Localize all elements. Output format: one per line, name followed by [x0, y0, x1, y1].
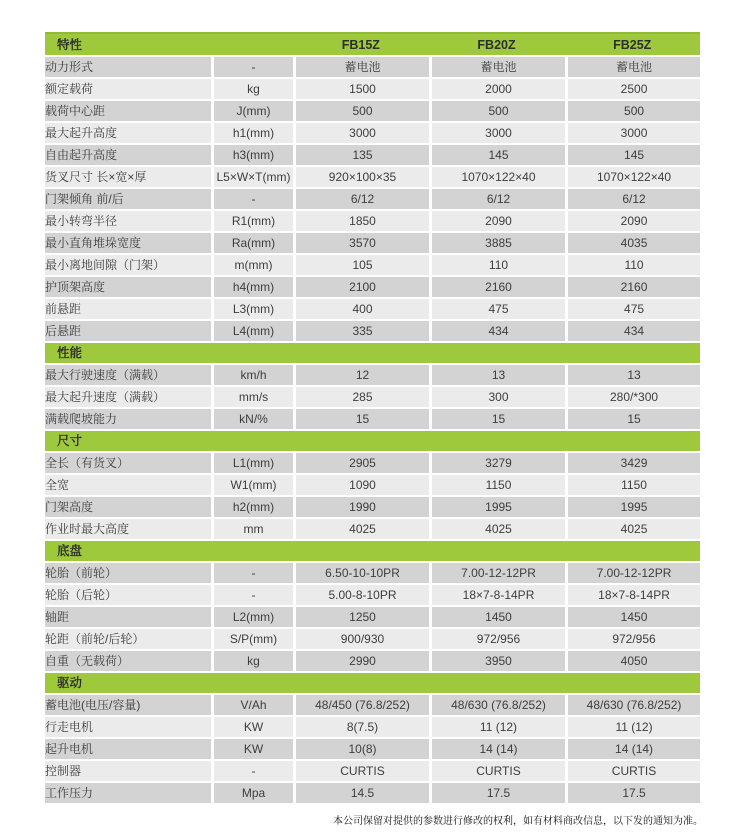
value-cell-fb15z: 1090: [296, 475, 429, 495]
value-cell-fb20z: 972/956: [432, 629, 565, 649]
value-cell-fb20z: 15: [432, 409, 565, 429]
value-cell-fb25z: 2500: [568, 79, 700, 99]
model-header-fb20z: FB20Z: [477, 37, 516, 52]
value-cell-fb25z: 1995: [568, 497, 700, 517]
value-cell-fb20z: 1995: [432, 497, 565, 517]
spec-row: [45, 651, 700, 671]
spec-row: [45, 585, 700, 605]
feature-label: 起升电机: [45, 739, 211, 759]
value-cell-fb25z: 500: [568, 101, 700, 121]
value-cell-fb20z: 475: [432, 299, 565, 319]
value-cell-fb15z: 5.00-8-10PR: [296, 585, 429, 605]
feature-label: 额定载荷: [45, 79, 211, 99]
feature-label: 满载爬坡能力: [45, 409, 211, 429]
unit-cell: kg: [214, 651, 293, 671]
value-cell-fb15z: CURTIS: [296, 761, 429, 781]
section-row: [45, 541, 700, 561]
section-row: [45, 431, 700, 451]
feature-label: 后悬距: [45, 321, 211, 341]
feature-label: 控制器: [45, 761, 211, 781]
spec-row: [45, 497, 700, 517]
unit-cell: V/Ah: [214, 695, 293, 715]
table-header-row: [45, 32, 700, 55]
section-title: 尺寸: [45, 431, 700, 451]
value-cell-fb20z: 1450: [432, 607, 565, 627]
value-cell-fb20z: 2160: [432, 277, 565, 297]
value-cell-fb25z: 110: [568, 255, 700, 275]
feature-label: 全宽: [45, 475, 211, 495]
feature-label: 全长（有货叉）: [45, 453, 211, 473]
spec-row: [45, 299, 700, 319]
feature-label: 作业时最大高度: [45, 519, 211, 539]
spec-row: [45, 189, 700, 209]
spec-row: [45, 717, 700, 737]
value-cell-fb20z: 14 (14): [432, 739, 565, 759]
unit-cell: W1(mm): [214, 475, 293, 495]
value-cell-fb25z: 4050: [568, 651, 700, 671]
value-cell-fb15z: 285: [296, 387, 429, 407]
value-cell-fb25z: 1070×122×40: [568, 167, 700, 187]
spec-row: [45, 79, 700, 99]
spec-row: [45, 277, 700, 297]
spec-row: [45, 57, 700, 77]
value-cell-fb20z: 3885: [432, 233, 565, 253]
unit-cell: h2(mm): [214, 497, 293, 517]
value-cell-fb15z: 105: [296, 255, 429, 275]
value-cell-fb15z: 8(7.5): [296, 717, 429, 737]
feature-label: 行走电机: [45, 717, 211, 737]
model-header-fb25z: FB25Z: [613, 37, 652, 52]
value-cell-fb25z: 14 (14): [568, 739, 700, 759]
value-cell-fb20z: 2000: [432, 79, 565, 99]
value-cell-fb25z: 2090: [568, 211, 700, 231]
value-cell-fb20z: 11 (12): [432, 717, 565, 737]
unit-cell: h4(mm): [214, 277, 293, 297]
value-cell-fb15z: 3000: [296, 123, 429, 143]
table-header-band: [45, 32, 700, 55]
unit-cell: L3(mm): [214, 299, 293, 319]
feature-label: 轮胎（前轮）: [45, 563, 211, 583]
unit-cell: -: [214, 761, 293, 781]
unit-cell: J(mm): [214, 101, 293, 121]
value-cell-fb25z: 145: [568, 145, 700, 165]
value-cell-fb15z: 400: [296, 299, 429, 319]
value-cell-fb20z: 145: [432, 145, 565, 165]
value-cell-fb15z: 135: [296, 145, 429, 165]
spec-row: [45, 475, 700, 495]
spec-row: [45, 123, 700, 143]
unit-cell: KW: [214, 717, 293, 737]
unit-cell: -: [214, 57, 293, 77]
unit-cell: Mpa: [214, 783, 293, 803]
value-cell-fb15z: 3570: [296, 233, 429, 253]
value-cell-fb25z: 15: [568, 409, 700, 429]
unit-cell: L2(mm): [214, 607, 293, 627]
value-cell-fb15z: 15: [296, 409, 429, 429]
value-cell-fb15z: 6/12: [296, 189, 429, 209]
unit-cell: mm: [214, 519, 293, 539]
value-cell-fb25z: 2160: [568, 277, 700, 297]
value-cell-fb15z: 14.5: [296, 783, 429, 803]
spec-row: [45, 629, 700, 649]
spec-row: [45, 695, 700, 715]
feature-label: 动力形式: [45, 57, 211, 77]
unit-cell: L4(mm): [214, 321, 293, 341]
value-cell-fb15z: 500: [296, 101, 429, 121]
value-cell-fb15z: 1850: [296, 211, 429, 231]
value-cell-fb20z: 18×7-8-14PR: [432, 585, 565, 605]
value-cell-fb15z: 1500: [296, 79, 429, 99]
spec-row: [45, 607, 700, 627]
unit-cell: KW: [214, 739, 293, 759]
model-header-fb15z: FB15Z: [341, 37, 380, 52]
value-cell-fb25z: 6/12: [568, 189, 700, 209]
unit-cell: m(mm): [214, 255, 293, 275]
value-cell-fb15z: 2100: [296, 277, 429, 297]
value-cell-fb20z: 13: [432, 365, 565, 385]
feature-label: 最大行驶速度（满载）: [45, 365, 211, 385]
unit-cell: -: [214, 189, 293, 209]
value-cell-fb20z: 3000: [432, 123, 565, 143]
section-row: [45, 673, 700, 693]
value-cell-fb15z: 4025: [296, 519, 429, 539]
spec-row: [45, 233, 700, 253]
value-cell-fb25z: 280/*300: [568, 387, 700, 407]
feature-label: 工作压力: [45, 783, 211, 803]
spec-row: [45, 101, 700, 121]
value-cell-fb15z: 2990: [296, 651, 429, 671]
feature-label: 最小离地间隙（门架）: [45, 255, 211, 275]
value-cell-fb25z: 972/956: [568, 629, 700, 649]
spec-row: [45, 519, 700, 539]
spec-row: [45, 145, 700, 165]
feature-label: 最小转弯半径: [45, 211, 211, 231]
feature-label: 自重（无载荷）: [45, 651, 211, 671]
value-cell-fb15z: 10(8): [296, 739, 429, 759]
unit-cell: km/h: [214, 365, 293, 385]
spec-row: [45, 211, 700, 231]
value-cell-fb20z: 6/12: [432, 189, 565, 209]
value-cell-fb25z: 11 (12): [568, 717, 700, 737]
feature-label: 护顶架高度: [45, 277, 211, 297]
section-row: [45, 343, 700, 363]
value-cell-fb20z: 300: [432, 387, 565, 407]
value-cell-fb15z: 900/930: [296, 629, 429, 649]
unit-cell: h1(mm): [214, 123, 293, 143]
section-title: 底盘: [45, 541, 700, 561]
value-cell-fb20z: 434: [432, 321, 565, 341]
value-cell-fb20z: CURTIS: [432, 761, 565, 781]
value-cell-fb25z: 蓄电池: [568, 57, 700, 77]
feature-label: 门架倾角 前/后: [45, 189, 211, 209]
spec-row: [45, 739, 700, 759]
unit-cell: R1(mm): [214, 211, 293, 231]
value-cell-fb25z: 1450: [568, 607, 700, 627]
spec-row: [45, 563, 700, 583]
unit-cell: mm/s: [214, 387, 293, 407]
unit-cell: -: [214, 563, 293, 583]
spec-row: [45, 321, 700, 341]
spec-row: [45, 783, 700, 803]
spec-row: [45, 761, 700, 781]
value-cell-fb25z: 3429: [568, 453, 700, 473]
value-cell-fb25z: 475: [568, 299, 700, 319]
feature-label: 最大起升速度（满载）: [45, 387, 211, 407]
value-cell-fb25z: 48/630 (76.8/252): [568, 695, 700, 715]
value-cell-fb20z: 1150: [432, 475, 565, 495]
value-cell-fb20z: 3950: [432, 651, 565, 671]
section-title: 驱动: [45, 673, 700, 693]
value-cell-fb20z: 500: [432, 101, 565, 121]
footer-disclaimer: 本公司保留对提供的参数进行修改的权利，如有材料商改信息，以下发的通知为准。: [333, 816, 703, 827]
value-cell-fb15z: 1990: [296, 497, 429, 517]
feature-label: 前悬距: [45, 299, 211, 319]
value-cell-fb25z: 434: [568, 321, 700, 341]
spec-row: [45, 167, 700, 187]
value-cell-fb25z: 17.5: [568, 783, 700, 803]
spec-row: [45, 409, 700, 429]
value-cell-fb20z: 2090: [432, 211, 565, 231]
value-cell-fb20z: 蓄电池: [432, 57, 565, 77]
value-cell-fb25z: 1150: [568, 475, 700, 495]
spec-row: [45, 387, 700, 407]
value-cell-fb15z: 2905: [296, 453, 429, 473]
feature-label: 载荷中心距: [45, 101, 211, 121]
unit-cell: h3(mm): [214, 145, 293, 165]
value-cell-fb20z: 110: [432, 255, 565, 275]
unit-cell: Ra(mm): [214, 233, 293, 253]
unit-cell: kg: [214, 79, 293, 99]
value-cell-fb25z: 18×7-8-14PR: [568, 585, 700, 605]
value-cell-fb20z: 7.00-12-12PR: [432, 563, 565, 583]
feature-label: 轮胎（后轮）: [45, 585, 211, 605]
feature-label: 轮距（前轮/后轮）: [45, 629, 211, 649]
value-cell-fb20z: 4025: [432, 519, 565, 539]
feature-label: 最大起升高度: [45, 123, 211, 143]
value-cell-fb20z: 3279: [432, 453, 565, 473]
value-cell-fb25z: 7.00-12-12PR: [568, 563, 700, 583]
spec-row: [45, 453, 700, 473]
value-cell-fb20z: 17.5: [432, 783, 565, 803]
value-cell-fb15z: 335: [296, 321, 429, 341]
section-title: 性能: [45, 343, 700, 363]
unit-cell: L5×W×T(mm): [214, 167, 293, 187]
unit-cell: S/P(mm): [214, 629, 293, 649]
unit-cell: L1(mm): [214, 453, 293, 473]
feature-column-header: 特性: [57, 37, 83, 52]
feature-label: 货叉尺寸 长×宽×厚: [45, 167, 211, 187]
value-cell-fb25z: 3000: [568, 123, 700, 143]
value-cell-fb15z: 蓄电池: [296, 57, 429, 77]
value-cell-fb25z: 13: [568, 365, 700, 385]
feature-label: 轴距: [45, 607, 211, 627]
value-cell-fb25z: CURTIS: [568, 761, 700, 781]
value-cell-fb25z: 4035: [568, 233, 700, 253]
value-cell-fb15z: 48/450 (76.8/252): [296, 695, 429, 715]
value-cell-fb15z: 1250: [296, 607, 429, 627]
value-cell-fb25z: 4025: [568, 519, 700, 539]
value-cell-fb15z: 920×100×35: [296, 167, 429, 187]
value-cell-fb15z: 6.50-10-10PR: [296, 563, 429, 583]
value-cell-fb15z: 12: [296, 365, 429, 385]
value-cell-fb20z: 1070×122×40: [432, 167, 565, 187]
value-cell-fb20z: 48/630 (76.8/252): [432, 695, 565, 715]
forklift-spec-table: [42, 30, 703, 805]
feature-label: 门架高度: [45, 497, 211, 517]
feature-label: 最小直角堆垛宽度: [45, 233, 211, 253]
unit-cell: -: [214, 585, 293, 605]
spec-row: [45, 255, 700, 275]
spec-row: [45, 365, 700, 385]
feature-label: 自由起升高度: [45, 145, 211, 165]
unit-cell: kN/%: [214, 409, 293, 429]
feature-label: 蓄电池(电压/容量): [45, 695, 211, 715]
